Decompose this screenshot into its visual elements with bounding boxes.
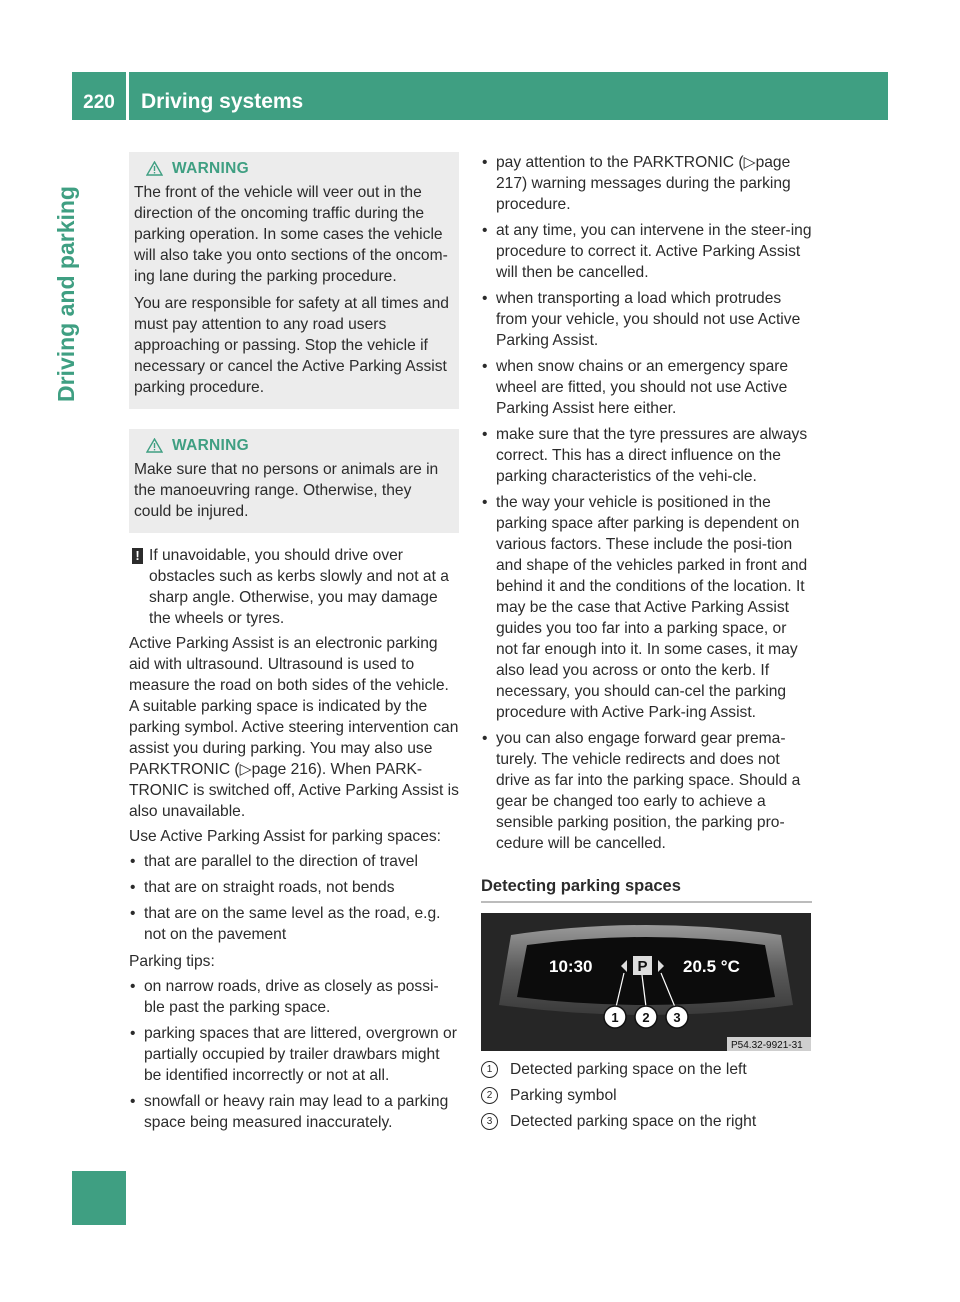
list-item: • pay attention to the PARKTRONIC (▷page 217) warning messages during the parking procedure. xyxy=(481,152,812,215)
legend-text: Parking symbol xyxy=(510,1087,617,1104)
warning-box xyxy=(129,429,459,533)
exclamation-icon: ! xyxy=(132,548,143,564)
warning-heading-text: WARNING xyxy=(172,160,250,177)
figure-code: P54.32-9921-31 xyxy=(731,1040,803,1051)
note-text: If unavoidable, you should drive over obstacles such as kerbs slowly and not at a sharp angle. Otherwise, you may damage the wheels or tyres. xyxy=(149,547,449,627)
svg-text:2: 2 xyxy=(642,1010,650,1025)
side-tab xyxy=(53,186,110,402)
paragraph: Use Active Parking Assist for parking spaces: xyxy=(129,828,442,845)
list-item: • when transporting a load which protrudes from your vehicle, you should not use Active Parking Assist. xyxy=(481,288,812,351)
list-item: • snowfall or heavy rain may lead to a parking space being measured inaccurately. xyxy=(129,1091,459,1133)
legend-text: Detected parking space on the left xyxy=(510,1061,747,1078)
paragraph: Active Parking Assist is an electronic parking aid with ultrasound. Ultrasound is used to measure the road on both sides of the vehicle. A suitable parking space is indicated by the parking symbol. Active steering intervention can assist you during parking. You may also use PARKTRONIC (▷page 216). When PARK-TRONIC is switched off, Active Parking Assist is also unavailable. xyxy=(129,635,459,820)
side-marker xyxy=(72,1171,126,1225)
warning-triangle-icon xyxy=(146,161,163,176)
display-temperature: 20.5 °C xyxy=(683,957,740,976)
legend-text: Detected parking space on the right xyxy=(510,1113,757,1130)
legend-number: 2 xyxy=(481,1087,498,1104)
right-column xyxy=(481,152,812,1137)
list-item: • parking spaces that are littered, overgrown or partially occupied by trailer drawbars might be identified incorrectly or not at all. xyxy=(129,1023,459,1086)
warning-box xyxy=(129,152,459,409)
instrument-display-illustration xyxy=(481,913,811,1051)
list-item: • you can also engage forward gear prema-turely. The vehicle redirects and does not drive as far into the parking space. Should a gear be changed too early to achieve a sensible parking position, the parking pro-cedure will be cancelled. xyxy=(481,728,812,854)
callout-2 xyxy=(635,1006,657,1028)
callout-1 xyxy=(604,1006,626,1028)
list-item: • that are parallel to the direction of travel xyxy=(129,851,459,872)
warning-triangle-icon xyxy=(146,438,163,453)
section-heading: Detecting parking spaces xyxy=(481,876,812,903)
legend-number: 1 xyxy=(481,1061,498,1078)
svg-text:3: 3 xyxy=(673,1010,681,1025)
bullet-list xyxy=(129,976,459,1133)
display-time: 10:30 xyxy=(549,957,593,976)
svg-text:1: 1 xyxy=(611,1010,619,1025)
paragraph: Parking tips: xyxy=(129,953,215,970)
instrument-display-figure xyxy=(481,913,811,1051)
list-item: • at any time, you can intervene in the steer-ing procedure to correct it. Active Parking Assist will then be cancelled. xyxy=(481,220,812,283)
warning-paragraph: You are responsible for safety at all times and must pay attention to any road users approaching or passing. Stop the vehicle if necessary or cancel the Active Parking Assist parking procedure. xyxy=(134,295,449,396)
list-item: • the way your vehicle is positioned in the parking space after parking is dependent on various factors. These include the posi-tion and shape of the vehicles parked in front and behind it and the conditions of the location. It may be the case that Active Parking Assist guides you too far into a parking space, or not far enough into it. In some cases, it may also lead you across or onto the kerb. If necessary, you should can-cel the parking procedure with Active Park-ing Assist. xyxy=(481,492,812,723)
list-item: • on narrow roads, drive as closely as possi-ble past the parking space. xyxy=(129,976,459,1018)
warning-heading xyxy=(146,158,452,179)
page-title: Driving systems xyxy=(141,90,304,113)
warning-heading-text: WARNING xyxy=(172,437,250,454)
figure-legend xyxy=(481,1059,812,1132)
left-column xyxy=(129,152,459,1139)
warning-paragraph: The front of the vehicle will veer out in the direction of the oncoming traffic during the parking operation. In some cases the vehicle will also take you onto sections of the oncom-ing lane during the parking procedure. xyxy=(134,184,448,285)
warning-heading xyxy=(146,435,452,456)
page-number: 220 xyxy=(83,92,115,113)
side-tab-label: Driving and parking xyxy=(53,186,79,402)
list-item: • make sure that the tyre pressures are always correct. This has a direct influence on the parking characteristics of the vehi-cle. xyxy=(481,424,812,487)
legend-number: 3 xyxy=(481,1113,498,1130)
bullet-list xyxy=(129,851,459,945)
header-divider xyxy=(126,72,129,120)
parking-symbol: P xyxy=(637,958,648,975)
legend-item xyxy=(481,1085,812,1106)
list-item: • when snow chains or an emergency spare wheel are fitted, you should not use Active Parking Assist here either. xyxy=(481,356,812,419)
legend-item xyxy=(481,1059,812,1080)
legend-item xyxy=(481,1111,812,1132)
bullet-list xyxy=(481,152,812,854)
list-item: • that are on the same level as the road, e.g. not on the pavement xyxy=(129,903,459,945)
note xyxy=(129,545,459,629)
callout-3 xyxy=(666,1006,688,1028)
list-item: • that are on straight roads, not bends xyxy=(129,877,459,898)
warning-paragraph: Make sure that no persons or animals are in the manoeuvring range. Otherwise, they could be injured. xyxy=(134,461,439,520)
